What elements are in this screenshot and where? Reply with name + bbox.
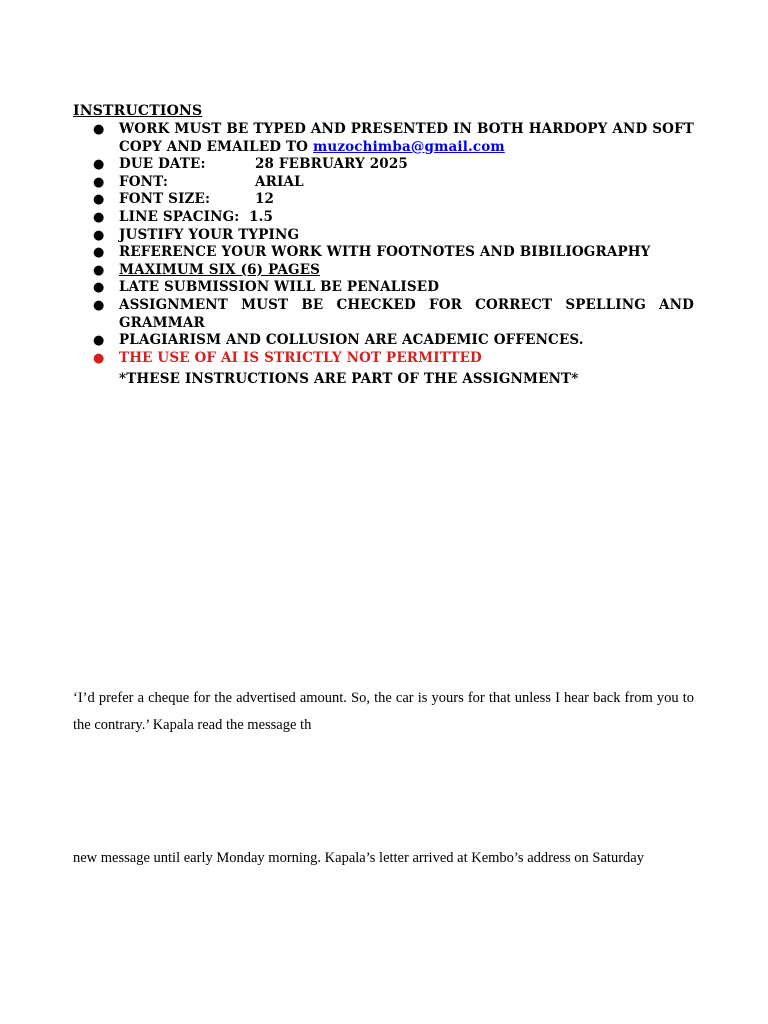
bullet-icon: ● (93, 192, 105, 208)
list-item-font-size (93, 191, 694, 209)
font-size-value: 12 (255, 191, 275, 208)
bullet-icon: ● (93, 157, 105, 173)
list-item-ai (93, 350, 694, 368)
email-link[interactable]: muzochimba@gmail.com (312, 138, 505, 155)
due-date-label: DUE DATE: (119, 156, 206, 173)
typed-text: WORK MUST BE TYPED AND PRESENTED IN BOTH HARDOPY AND SOFT COPY AND EMAILED TO (119, 121, 694, 155)
bullet-icon: ● (93, 209, 105, 225)
instructions-list (93, 121, 694, 367)
bullet-icon: ● (93, 350, 105, 366)
list-item-font (93, 174, 694, 192)
max-pages-text: MAXIMUM SIX (6) PAGES (119, 261, 321, 278)
line-spacing-label: LINE SPACING: (119, 208, 240, 225)
instructions-note: *THESE INSTRUCTIONS ARE PART OF THE ASSIGNMENT* (119, 371, 579, 387)
body-paragraph-2: new message until early Monday morning. Kapala’s letter arrived at Kembo’s address on Saturday (73, 850, 644, 866)
list-item-late (93, 279, 694, 297)
list-item-spelling (93, 297, 694, 332)
line-spacing-value: 1.5 (249, 208, 274, 225)
due-date-value: 28 FEBRUARY 2025 (255, 156, 408, 173)
spelling-text: ASSIGNMENT MUST BE CHECKED FOR CORRECT SPELLING AND GRAMMAR (119, 296, 694, 331)
font-size-label: FONT SIZE: (119, 191, 211, 208)
justify-text: JUSTIFY YOUR TYPING (119, 226, 300, 243)
list-item-reference (93, 244, 694, 262)
list-item-line-spacing (93, 209, 694, 227)
list-item-justify (93, 227, 694, 245)
bullet-icon: ● (93, 333, 105, 349)
bullet-icon: ● (93, 280, 105, 296)
font-value: ARIAL (255, 173, 304, 190)
body-paragraph-1: ‘I’d prefer a cheque for the advertised amount. So, the car is yours for that unless I hear back from you to the contrary.’ Kapala read the message th (73, 690, 694, 733)
instructions-heading: INSTRUCTIONS (73, 103, 203, 119)
list-item-typed (93, 121, 694, 156)
bullet-icon: ● (93, 262, 105, 278)
bullet-icon: ● (93, 227, 105, 243)
bullet-icon: ● (93, 297, 105, 313)
late-text: LATE SUBMISSION WILL BE PENALISED (119, 279, 440, 296)
bullet-icon: ● (93, 245, 105, 261)
plagiarism-text: PLAGIARISM AND COLLUSION ARE ACADEMIC OFFENCES. (119, 332, 584, 349)
reference-text: REFERENCE YOUR WORK WITH FOOTNOTES AND BIBILIOGRAPHY (119, 244, 651, 261)
bullet-icon: ● (93, 174, 105, 190)
bullet-icon: ● (93, 122, 105, 137)
list-item-plagiarism (93, 332, 694, 350)
list-item-due-date (93, 156, 694, 174)
ai-warning-text: THE USE OF AI IS STRICTLY NOT PERMITTED (119, 349, 482, 366)
font-label: FONT: (119, 173, 168, 190)
list-item-max-pages (93, 262, 694, 280)
